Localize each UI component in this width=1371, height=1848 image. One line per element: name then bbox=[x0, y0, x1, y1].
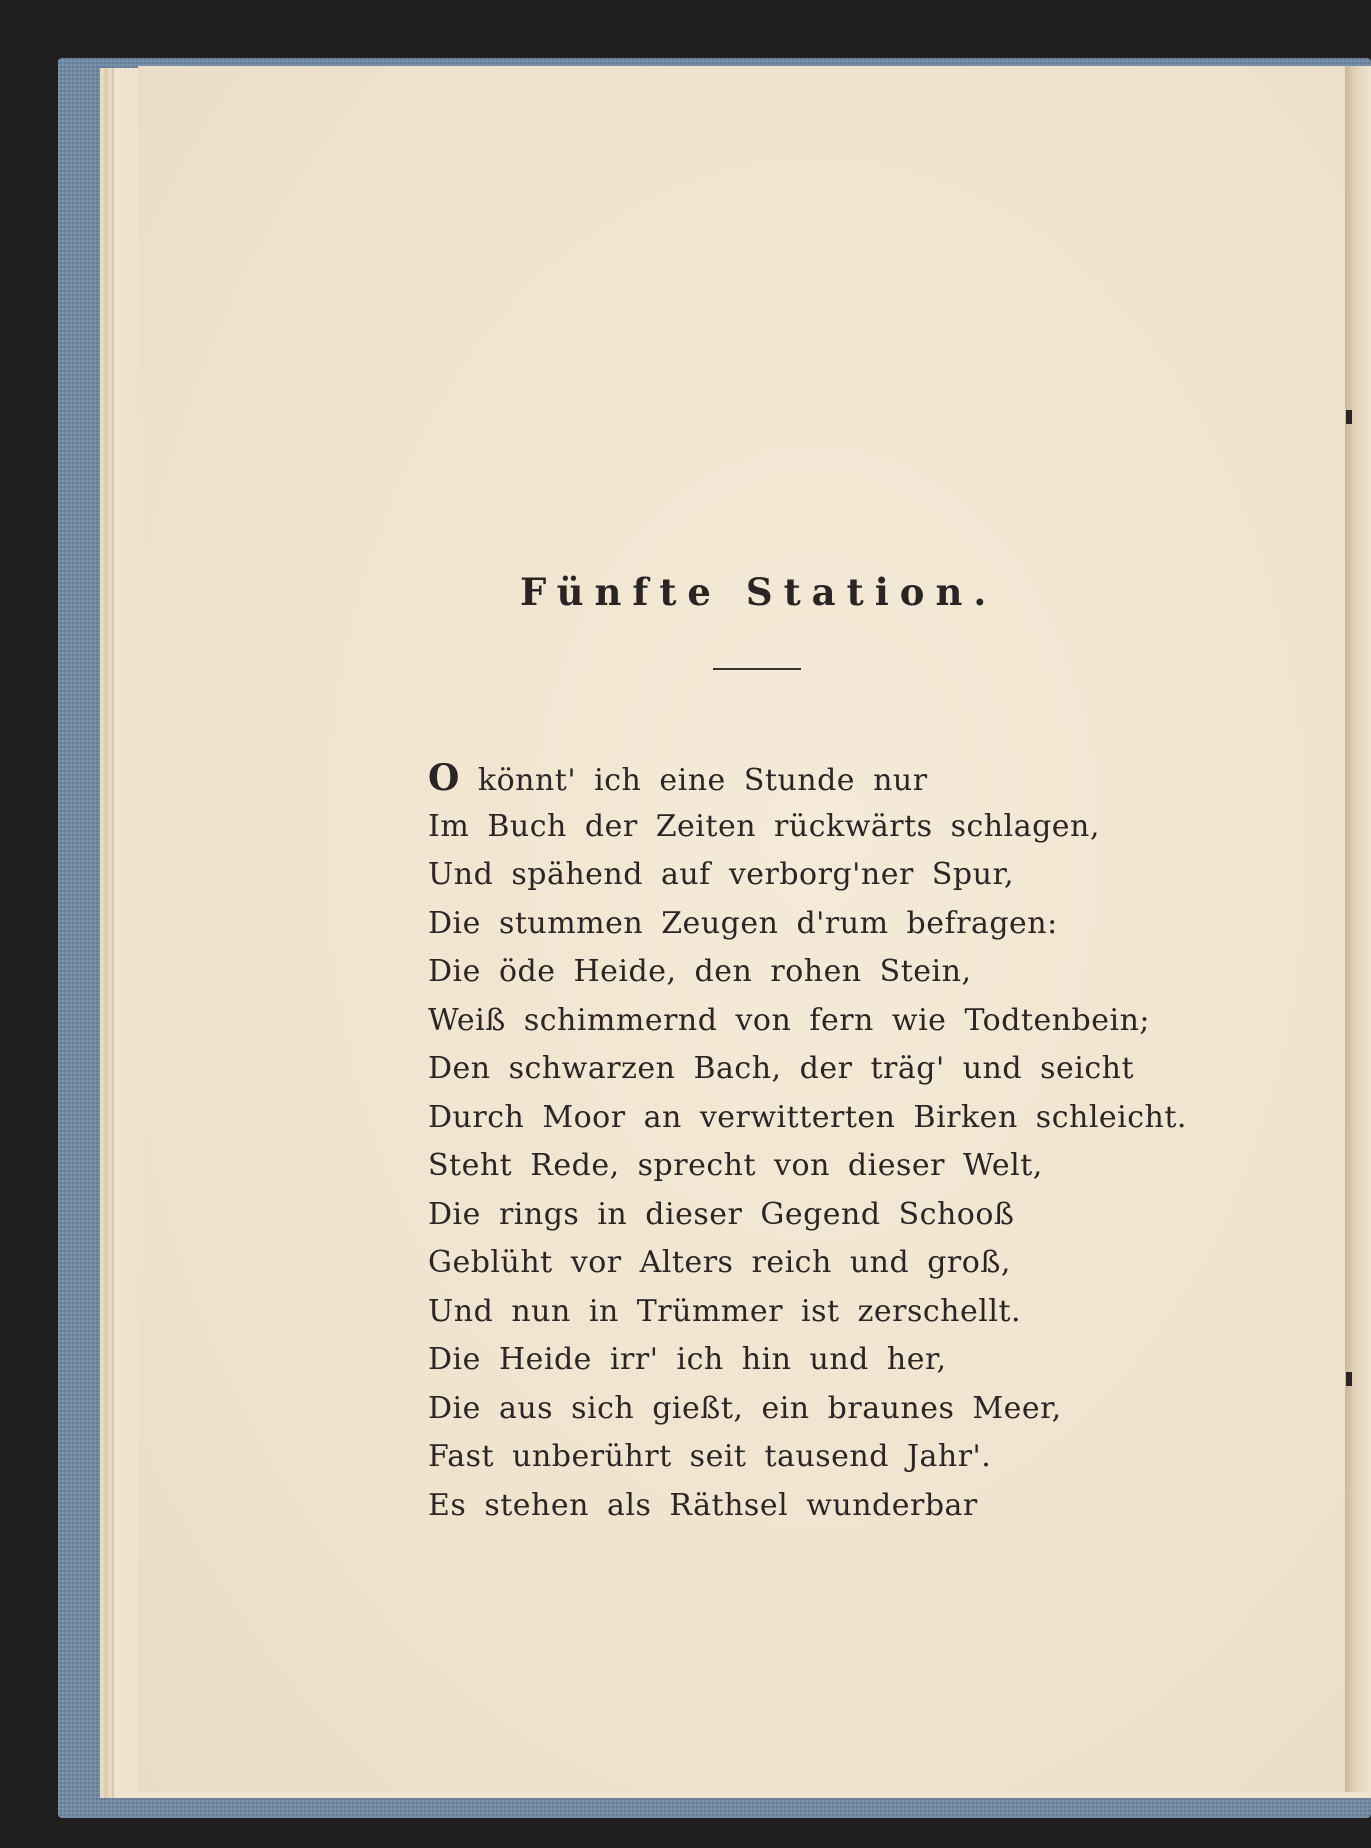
poem bbox=[428, 754, 1187, 1530]
poem-line: Und spähend auf verborg'ner Spur, bbox=[428, 857, 1015, 892]
poem-line: Fast unberührt seit tausend Jahr'. bbox=[428, 1439, 992, 1474]
poem-line: Durch Moor an verwitterten Birken schleicht. bbox=[428, 1099, 1187, 1135]
facing-page-mark bbox=[1346, 410, 1352, 424]
page-gutter bbox=[1345, 66, 1371, 1792]
poem-line: Die aus sich gießt, ein braunes Meer, bbox=[428, 1390, 1062, 1426]
poem-line: Und nun in Trümmer ist zerschellt. bbox=[428, 1293, 1022, 1329]
poem-line: Die stummen Zeugen d'rum befragen: bbox=[428, 905, 1058, 941]
page-title: Fünfte Station. bbox=[520, 569, 998, 614]
poem-line: Die Heide irr' ich hin und her, bbox=[428, 1342, 947, 1377]
poem-line: Weiß schimmernd von fern wie Todtenbein; bbox=[428, 1002, 1151, 1038]
poem-line: Steht Rede, sprecht von dieser Welt, bbox=[428, 1148, 1043, 1183]
title-divider bbox=[713, 668, 801, 670]
poem-line: Geblüht vor Alters reich und groß, bbox=[428, 1245, 1011, 1280]
poem-line: Im Buch der Zeiten rückwärts schlagen, bbox=[428, 808, 1100, 844]
poem-line: Es stehen als Räthsel wunderbar bbox=[428, 1487, 978, 1523]
poem-line: Den schwarzen Bach, der träg' und seicht bbox=[428, 1051, 1135, 1086]
poem-line: Die öde Heide, den rohen Stein, bbox=[428, 954, 972, 989]
facing-page-mark bbox=[1346, 1372, 1352, 1386]
poem-line: Die rings in dieser Gegend Schooß bbox=[428, 1196, 1015, 1232]
poem-line: O könnt' ich eine Stunde nur bbox=[428, 757, 928, 799]
